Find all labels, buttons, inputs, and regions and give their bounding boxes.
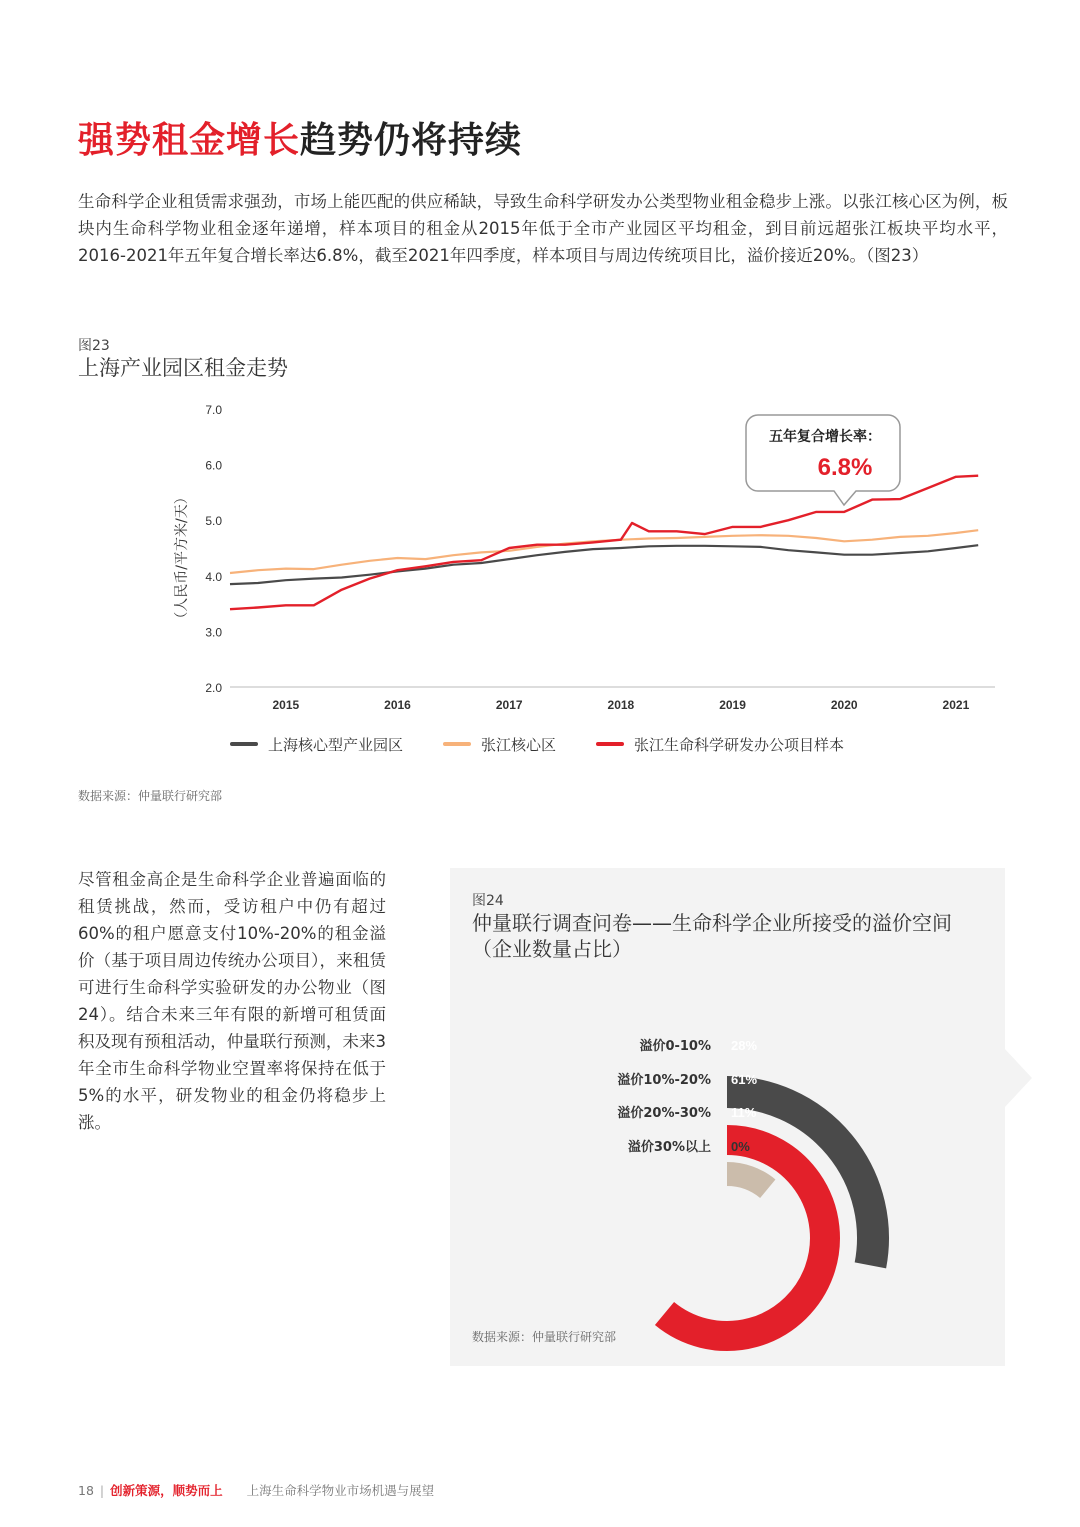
legend-swatch	[596, 742, 624, 746]
callout-value: 6.8%	[817, 454, 873, 481]
x-tick-label: 2017	[495, 698, 523, 712]
figure-23-title: 上海产业园区租金走势	[78, 356, 288, 380]
x-tick-label: 2020	[830, 698, 858, 712]
cagr-callout	[746, 415, 900, 505]
rent-trend-line-chart	[150, 395, 1010, 725]
footer-section: 创新策源，顺势而上	[110, 1483, 223, 1498]
figure-24-title: 仲量联行调查问卷——生命科学企业所接受的溢价空间（企业数量占比）	[472, 911, 952, 961]
figure-23-source: 数据来源：仲量联行研究部	[78, 789, 223, 803]
legend-label: 张江核心区	[481, 735, 557, 754]
y-tick-label: 2.0	[205, 681, 222, 695]
donut-ring-2	[727, 1174, 768, 1189]
x-tick-label: 2021	[942, 698, 970, 712]
legend-swatch	[443, 742, 471, 746]
series-line-2	[230, 476, 978, 610]
donut-value-label: 28%	[731, 1038, 758, 1053]
donut-value-label: 61%	[731, 1072, 758, 1087]
donut-category-label: 溢价0-10%	[639, 1039, 711, 1054]
series-line-1	[230, 530, 978, 573]
y-tick-label: 4.0	[205, 569, 222, 584]
legend-item-0	[230, 734, 403, 755]
x-tick-label: 2018	[607, 698, 635, 712]
callout-label: 五年复合增长率：	[769, 429, 881, 445]
y-tick-label: 5.0	[205, 514, 222, 529]
legend-swatch	[230, 742, 258, 746]
donut-category-label: 溢价20%-30%	[617, 1106, 711, 1121]
footer-separator: |	[99, 1483, 105, 1498]
panel-notch	[1004, 1048, 1032, 1108]
figure-24-panel	[450, 868, 1005, 1366]
page-title-highlight: 强势租金增长	[78, 120, 301, 161]
donut-category-label: 溢价10%-20%	[617, 1073, 711, 1088]
page-title-rest: 趋势仍将持续	[300, 120, 523, 161]
y-tick-label: 6.0	[205, 458, 222, 473]
x-tick-label: 2015	[272, 698, 300, 712]
footer-report-title: 上海生命科学物业市场机遇与展望	[246, 1483, 435, 1498]
page-footer	[78, 1481, 434, 1499]
figure-23-label: 图23	[78, 338, 110, 354]
intro-paragraph: 生命科学企业租赁需求强劲，市场上能匹配的供应稀缺，导致生命科学研发办公类型物业租金稳步上涨。以张江核心区为例，板块内生命科学物业租金逐年递增，样本项目的租金从2015年低于全市产业园区平均租金，到目前远超张江板块平均水平，2016-2021年五年复合增长率达6.8%，截至2021年四季度，样本项目与周边传统项目比，溢价接近20%。（图23）	[78, 192, 1008, 265]
page-title	[78, 118, 522, 164]
y-tick-label: 3.0	[205, 625, 222, 640]
donut-value-label: 0%	[731, 1139, 750, 1154]
legend-label: 上海核心型产业园区	[268, 735, 404, 754]
y-axis-label: （人民币/平方米/天）	[174, 490, 190, 626]
body-paragraph: 尽管租金高企是生命科学企业普遍面临的租赁挑战，然而，受访租户中仍有超过60%的租户愿意支付10%-20%的租金溢价（基于项目周边传统办公项目），来租赁可进行生命科学实验研发的办公物业（图24）。结合未来三年有限的新增可租赁面积及现有预租活动，仲量联行预测，未来3年全市生命科学物业空置率将保持在低于5%的水平，研发物业的租金仍将稳步上涨。	[78, 870, 386, 1132]
figure-24-source: 数据来源：仲量联行研究部	[472, 1330, 617, 1344]
page-number: 18	[78, 1483, 94, 1498]
legend-item-2	[596, 734, 844, 755]
x-tick-label: 2019	[719, 698, 746, 712]
y-tick-label: 7.0	[205, 403, 222, 417]
premium-donut-chart	[450, 868, 1005, 1366]
rent-trend-legend	[230, 732, 884, 756]
x-tick-label: 2016	[384, 698, 411, 712]
figure-24-label: 图24	[472, 893, 504, 909]
donut-value-label: 11%	[731, 1105, 757, 1120]
donut-category-label: 溢价30%以上	[627, 1140, 711, 1155]
legend-label: 张江生命科学研发办公项目样本	[634, 735, 845, 754]
legend-item-1	[443, 734, 556, 755]
